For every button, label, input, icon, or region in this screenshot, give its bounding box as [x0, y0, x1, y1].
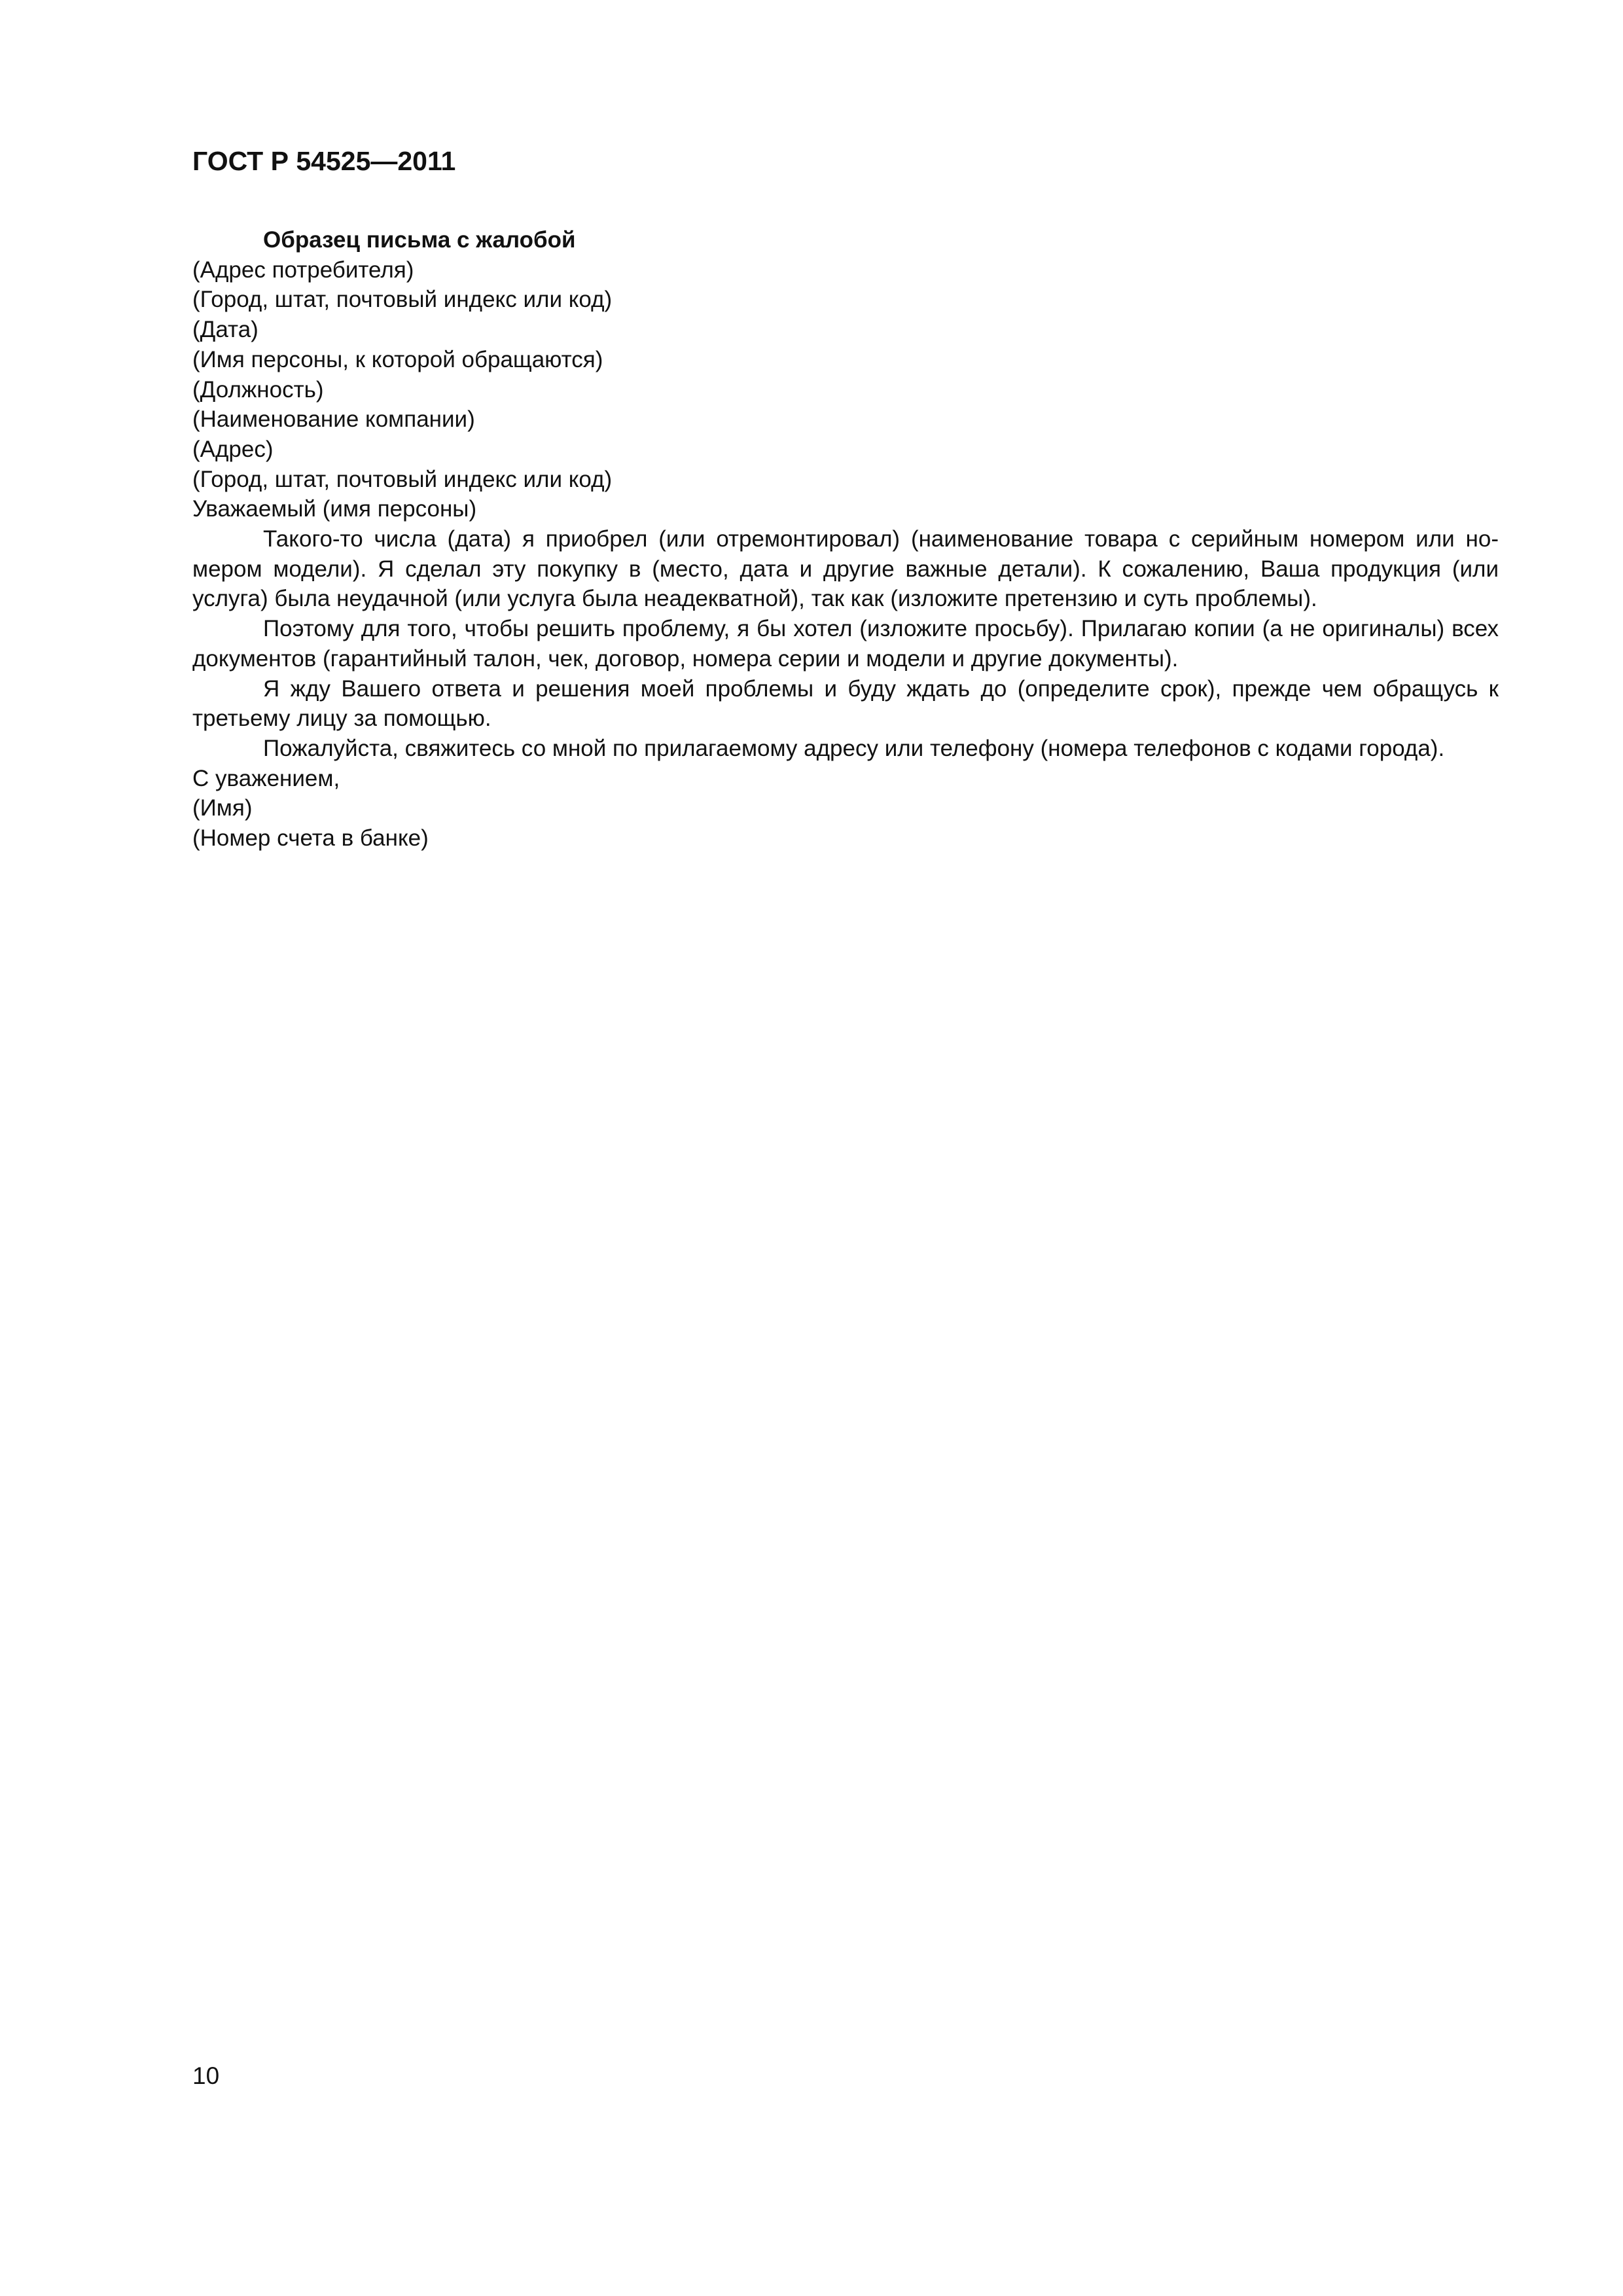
recipient-name-line: (Имя персоны, к которой обращаются) — [192, 346, 603, 372]
company-name-line: (Наименование компании) — [192, 406, 475, 433]
recipient-position-line: (Должность) — [192, 376, 324, 403]
complaint-letter-sample — [192, 225, 1499, 853]
paragraph-request: Поэтому для того, чтобы решить проблему, я бы хотел (изложите просьбу). Прилагаю копии (а не оригиналы) всех документов (гарантийный талон, чек, договор, номера серии и модели и другие документы). — [192, 616, 1499, 672]
company-address-line: (Адрес) — [192, 436, 274, 462]
paragraph-contact: Пожалуйста, свяжитесь со мной по прилагаемому адресу или телефону (номера телефонов с кодами города). — [263, 735, 1445, 761]
closing-line: С уважением, — [192, 765, 340, 791]
page-number: 10 — [192, 2062, 220, 2089]
consumer-address-line: (Адрес потребителя) — [192, 257, 414, 283]
salutation-line: Уважаемый (имя персоны) — [192, 496, 477, 522]
company-city-line: (Город, штат, почтовый индекс или код) — [192, 466, 613, 492]
date-line: (Дата) — [192, 317, 259, 343]
consumer-city-line: (Город, штат, почтовый индекс или код) — [192, 287, 613, 313]
paragraph-deadline: Я жду Вашего ответа и решения моей проблемы и буду ждать до (определите срок), прежде чем обращусь к третьему лицу за помощью. — [192, 675, 1499, 732]
document-code-header: ГОСТ Р 54525—2011 — [192, 146, 456, 176]
paragraph-purchase: Такого-то числа (дата) я приобрел (или отремонтировал) (наименование товара с серийным номером или номером модели). Я сделал эту покупку в (место, дата и другие важные детали). К сожалению, Ваша продукция (или услуга) была неудачной (или услуга была неадекватной), так как (изложите претензию и суть проблемы). — [192, 526, 1499, 612]
bank-account-line: (Номер счета в банке) — [192, 825, 429, 852]
letter-title: Образец письма с жалобой — [263, 227, 576, 253]
signature-name-line: (Имя) — [192, 795, 253, 821]
